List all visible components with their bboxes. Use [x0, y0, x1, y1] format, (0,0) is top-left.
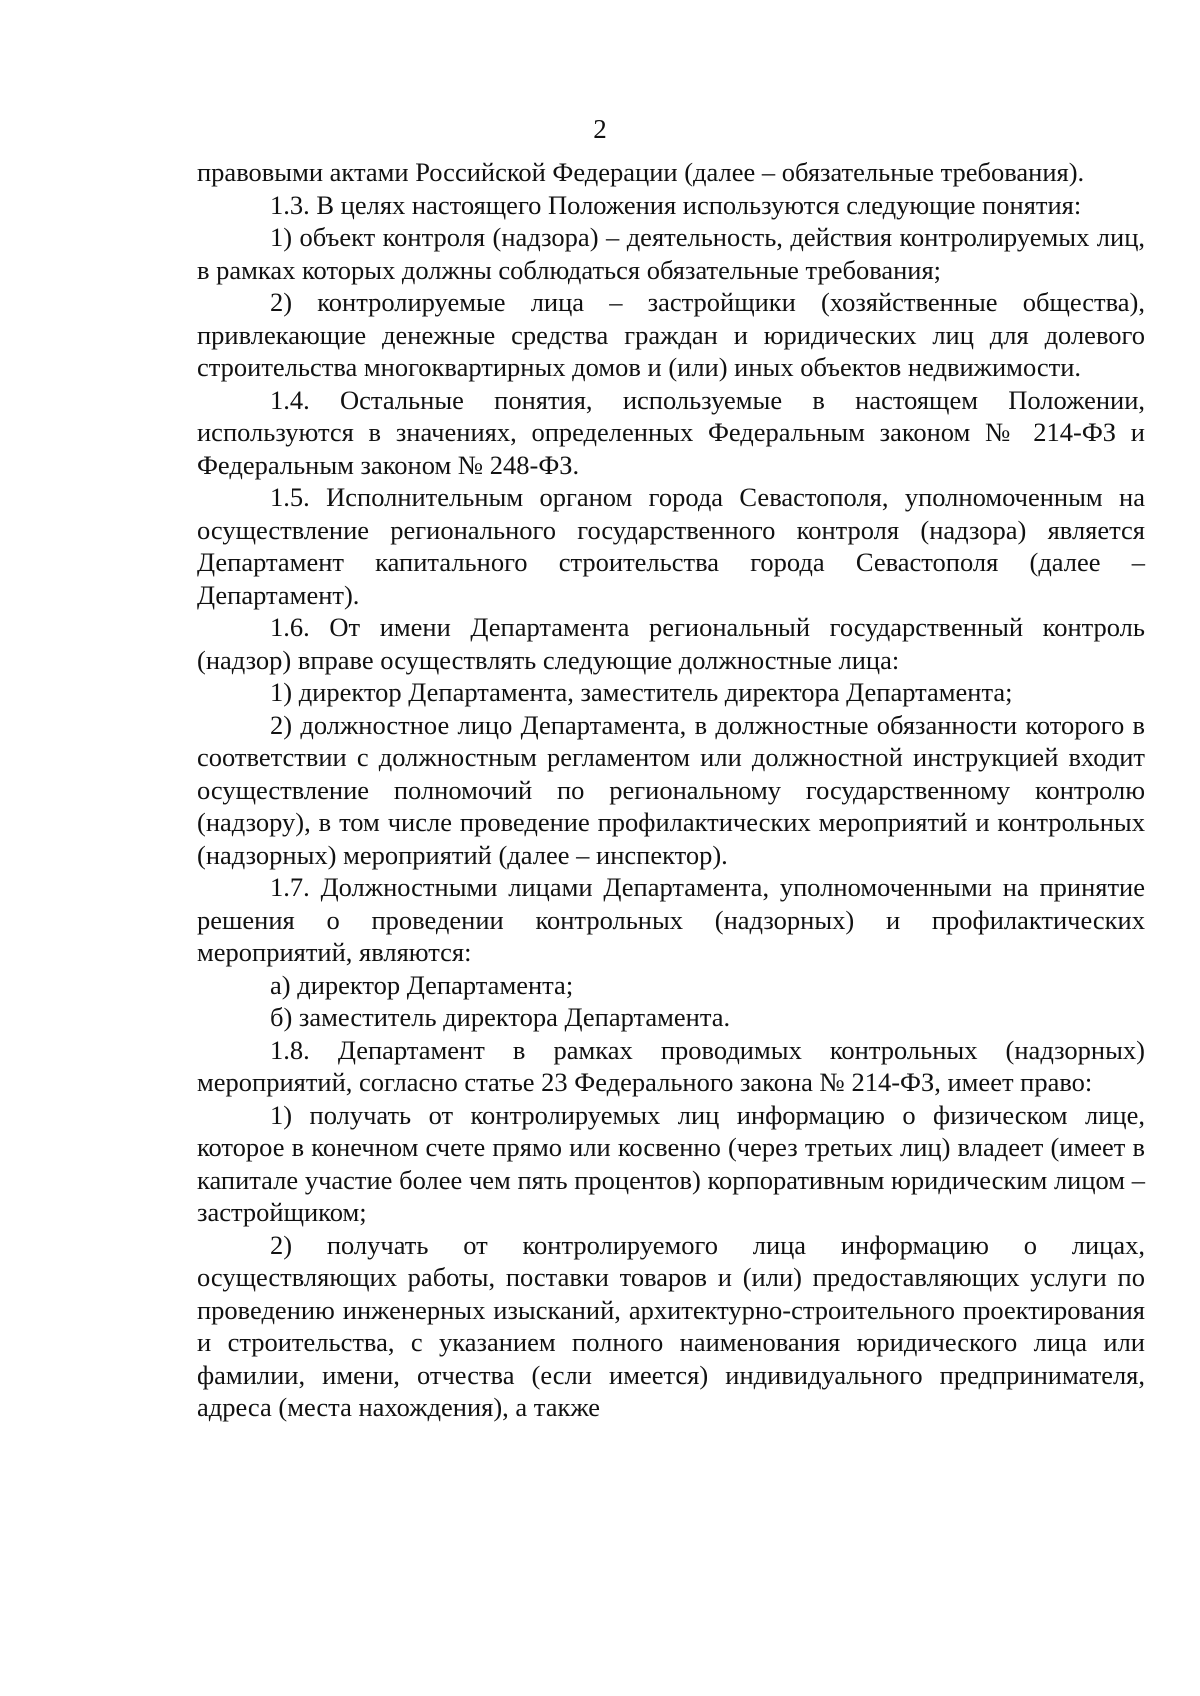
paragraph-1-8-item-1: 1) получать от контролируемых лиц информацию о физическом лице, которое в конечном счете прямо или косвенно (через третьих лиц) владеет (имеет в капитале участие более чем пять процентов) корпоративным юридическим лицом – застройщиком;: [197, 1099, 1145, 1227]
paragraph-1-4: 1.4. Остальные понятия, используемые в настоящем Положении, используются в значениях, определенных Федеральным законом № 214-ФЗ и Федеральным законом № 248-ФЗ.: [197, 384, 1145, 480]
paragraph-1-8: 1.8. Департамент в рамках проводимых контрольных (надзорных) мероприятий, согласно статье 23 Федерального закона № 214-ФЗ, имеет право:: [197, 1034, 1145, 1097]
paragraph-1-3-item-1: 1) объект контроля (надзора) – деятельность, действия контролируемых лиц, в рамках которых должны соблюдаться обязательные требования;: [197, 222, 1145, 285]
paragraph-1-7-item-a: а) директор Департамента;: [270, 969, 574, 1000]
paragraph-1-3: 1.3. В целях настоящего Положения используются следующие понятия:: [270, 189, 1082, 220]
paragraph-1-6-item-1: 1) директор Департамента, заместитель директора Департамента;: [270, 677, 1013, 707]
paragraph-1-7-item-b: б) заместитель директора Департамента.: [270, 1002, 731, 1032]
page-number: 2: [593, 114, 607, 144]
paragraph-1-6-item-2: 2) должностное лицо Департамента, в должностные обязанности которого в соответствии с должностным регламентом или должностной инструкцией входит осуществление полномочий по региональному государственному контролю (надзору), в том числе проведение профилактических мероприятий и контрольных (надзорных) мероприятий (далее – инспектор).: [197, 709, 1145, 870]
paragraph-continuation: правовыми актами Российской Федерации (далее – обязательные требования).: [197, 157, 1085, 187]
paragraph-1-7: 1.7. Должностными лицами Департамента, уполномоченными на принятие решения о проведении контрольных (надзорных) и профилактических мероприятий, являются:: [197, 872, 1145, 967]
paragraph-1-8-item-2: 2) получать от контролируемого лица информацию о лицах, осуществляющих работы, поставки товаров и (или) предоставляющих услуги по проведению инженерных изысканий, архитектурно-строительного проектирования и строительства, с указанием полного наименования юридического лица или фамилии, имени, отчества (если имеется) индивидуального предпринимателя, адреса (места нахождения), а также: [197, 1229, 1145, 1422]
paragraph-1-5: 1.5. Исполнительным органом города Севастополя, уполномоченным на осуществление регионального государственного контроля (надзора) является Департамент капитального строительства города Севастополя (далее – Департамент).: [197, 482, 1145, 610]
document-body: [197, 156, 1145, 1424]
paragraph-1-3-item-2: 2) контролируемые лица – застройщики (хозяйственные общества), привлекающие денежные средства граждан и юридических лиц для долевого строительства многоквартирных домов и (или) иных объектов недвижимости.: [197, 287, 1145, 382]
paragraph-1-6: 1.6. От имени Департамента региональный государственный контроль (надзор) вправе осуществлять следующие должностные лица:: [197, 612, 1145, 675]
